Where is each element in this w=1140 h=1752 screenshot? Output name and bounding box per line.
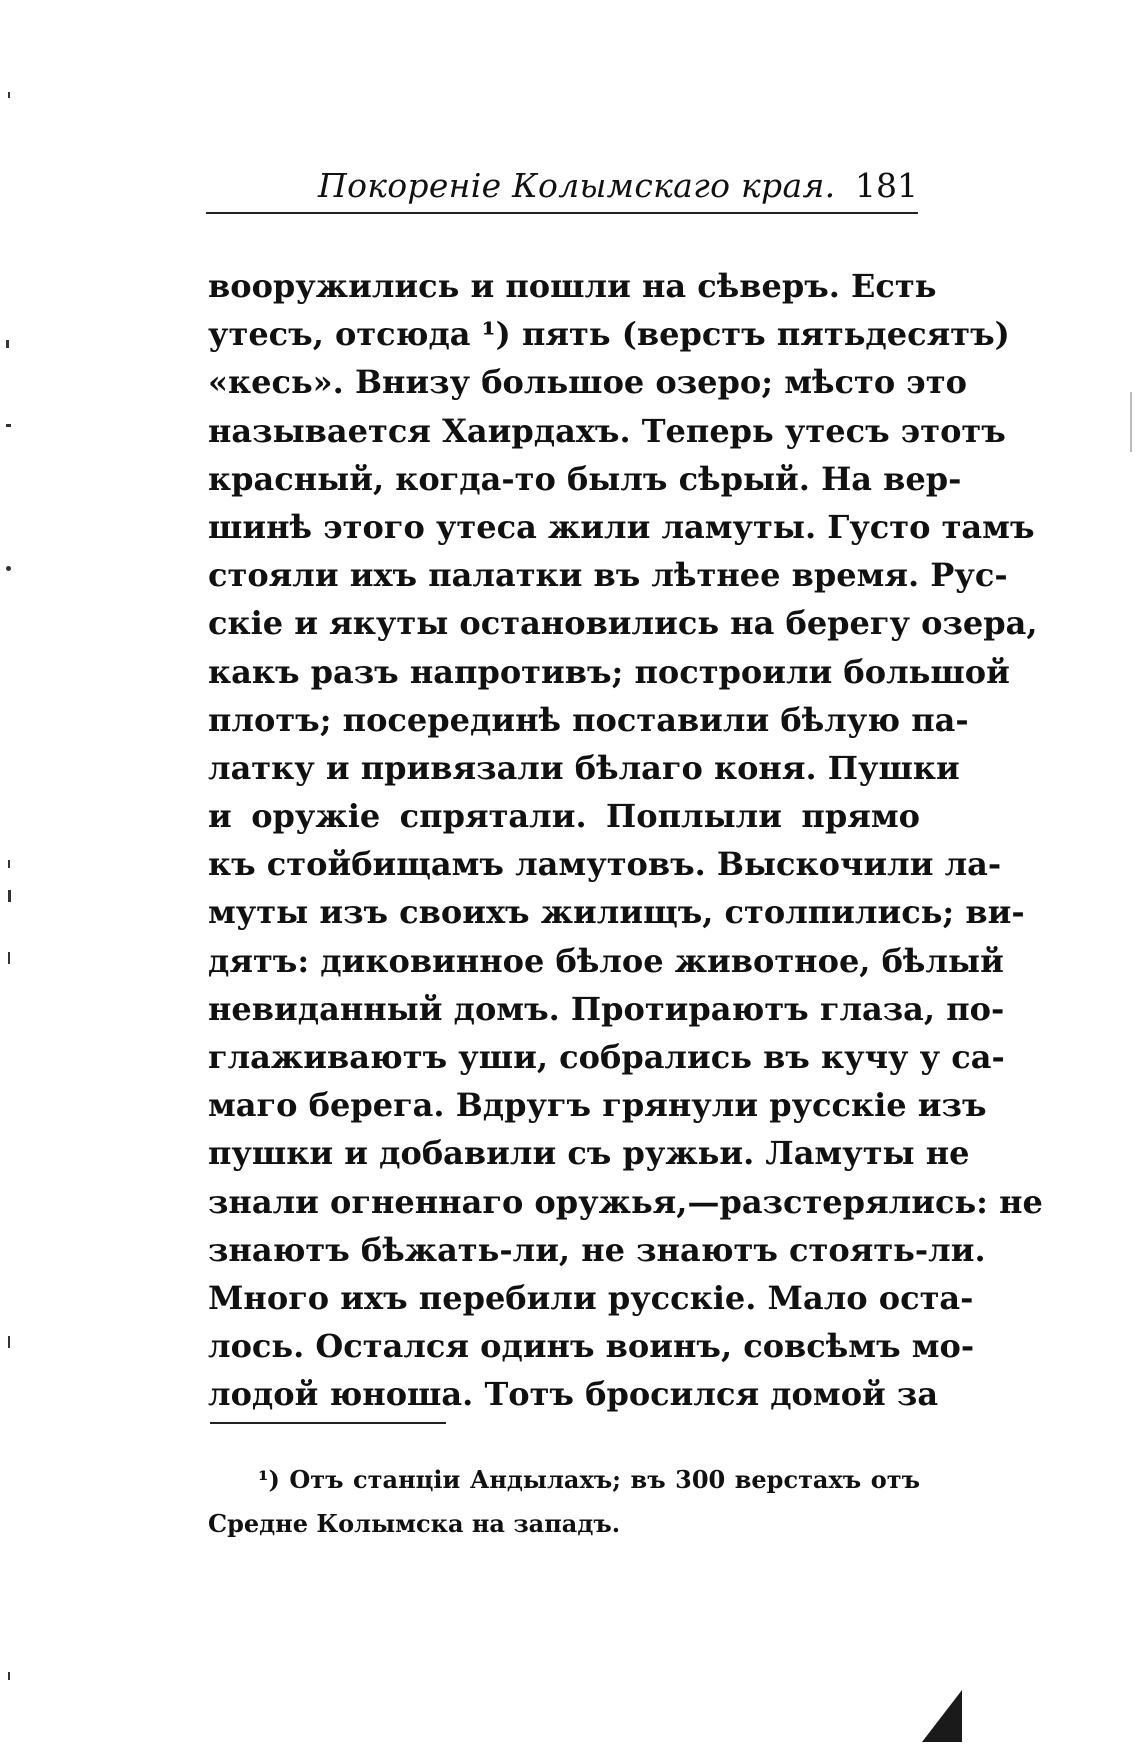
text-line: скіе и якуты остановились на берегу озера, bbox=[208, 604, 1038, 643]
margin-speck bbox=[1130, 392, 1132, 452]
text-line: какъ разъ напротивъ; построили большой bbox=[208, 652, 1010, 691]
text-line: стояли ихъ палатки въ лѣтнее время. Рус- bbox=[208, 556, 1008, 595]
text-line: латку и привязали бѣлаго коня. Пушки bbox=[208, 748, 960, 787]
text-line: шинѣ этого утеса жили ламуты. Густо тамъ bbox=[208, 507, 1035, 546]
text-line: лось. Остался одинъ воинъ, совсѣмъ мо- bbox=[208, 1327, 975, 1366]
header-rule bbox=[206, 212, 918, 214]
text-line: утесъ, отсюда ¹) пять (верстъ пятьдесятъ) bbox=[208, 315, 1010, 354]
text-line: вооружились и пошли на сѣверъ. Есть bbox=[208, 267, 937, 305]
text-line: маго берега. Вдругъ грянули русскіе изъ bbox=[208, 1086, 987, 1125]
text-line: и оружіе спрятали. Поплыли прямо bbox=[208, 797, 920, 836]
margin-speck bbox=[6, 566, 11, 571]
margin-speck bbox=[8, 890, 11, 902]
margin-speck bbox=[8, 860, 10, 868]
text-line: Много ихъ перебили русскіе. Мало оста- bbox=[208, 1278, 974, 1317]
margin-speck bbox=[6, 340, 9, 348]
text-line: невиданный домъ. Протираютъ глаза, по- bbox=[208, 989, 1005, 1028]
text-line: называется Хаирдахъ. Теперь утесъ этотъ bbox=[208, 411, 1006, 450]
text-line: знаютъ бѣжать-ли, не знаютъ стоять-ли. bbox=[208, 1230, 986, 1269]
text-line: пушки и добавили съ ружьи. Ламуты не bbox=[208, 1134, 970, 1173]
margin-speck bbox=[8, 1336, 10, 1348]
scan-blot bbox=[922, 1690, 962, 1742]
page-number: 181 bbox=[855, 166, 918, 205]
footnote-line: ¹) Отъ станціи Андылахъ; въ 300 верстахъ отъ bbox=[258, 1465, 920, 1494]
text-line: къ стойбищамъ ламутовъ. Выскочили ла- bbox=[208, 845, 1002, 884]
body-text bbox=[208, 262, 1043, 1419]
footnote-rule bbox=[210, 1422, 446, 1424]
margin-speck bbox=[8, 952, 10, 964]
text-line: глаживаютъ уши, собрались въ кучу у са- bbox=[208, 1038, 1005, 1076]
footnote bbox=[208, 1458, 920, 1546]
text-line: лодой юноша. Тотъ бросился домой за bbox=[208, 1375, 939, 1414]
text-line: красный, когда-то былъ сѣрый. На вер- bbox=[208, 459, 962, 498]
text-line: дятъ: диковинное бѣлое животное, бѣлый bbox=[208, 941, 1004, 980]
text-line: муты изъ своихъ жилищъ, столпились; ви- bbox=[208, 893, 1025, 932]
margin-speck bbox=[6, 424, 11, 427]
running-title: Покореніе Колымскаго края. bbox=[318, 166, 836, 205]
text-line: плотъ; посерединѣ поставили бѣлую па- bbox=[208, 700, 969, 739]
text-line: знали огненнаго оружья,—разстерялись: не bbox=[208, 1182, 1043, 1221]
text-line: «кесь». Внизу большое озеро; мѣсто это bbox=[208, 363, 967, 402]
running-head bbox=[206, 160, 918, 212]
footnote-line: Средне Колымска на западъ. bbox=[208, 1509, 621, 1538]
margin-speck bbox=[8, 1672, 10, 1680]
margin-speck bbox=[8, 92, 10, 98]
